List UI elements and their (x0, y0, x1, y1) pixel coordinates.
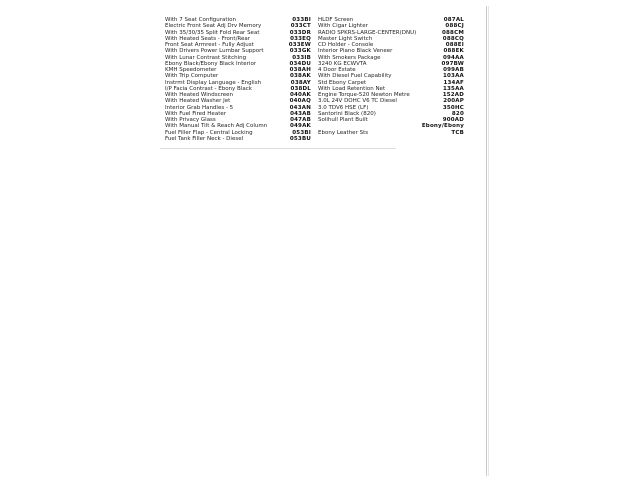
option-description: Front Seat Armrest - Fully Adjust (165, 42, 254, 48)
option-code: 350HC (442, 104, 464, 111)
option-code: 088EK (443, 48, 464, 55)
option-description: With Diesel Fuel Capability (318, 73, 392, 80)
option-code: TCB (451, 129, 464, 136)
option-code: 099AB (443, 67, 464, 73)
option-description: With Heated Windscreen (165, 92, 234, 98)
option-code: 200AP (443, 98, 464, 105)
option-code: 135AA (443, 85, 464, 92)
option-row (318, 130, 464, 136)
option-code: 088CQ (442, 35, 464, 42)
option-description: With 7 Seat Configuration (165, 17, 236, 23)
option-description: Interior Piano Black Veneer (318, 48, 393, 55)
option-description: 3.0 TDV6 HSE (LF) (318, 104, 369, 111)
option-description: With Heated Washer Jet (165, 98, 231, 105)
option-code: Ebony/Ebony (421, 123, 464, 130)
column-bottom-rule (160, 148, 396, 149)
option-code: 053BU (289, 135, 311, 142)
option-code: 033GK (289, 48, 311, 55)
option-description: Santorini Black (820) (318, 110, 376, 117)
option-code: 134AF (443, 79, 464, 86)
option-code: 088CJ (445, 23, 464, 30)
option-code: 820 (451, 110, 464, 117)
option-code: 034DU (289, 60, 311, 67)
option-code: 900AD (442, 117, 464, 123)
option-description: With Load Retention Net (318, 85, 386, 92)
option-description: With Smokers Package (318, 54, 381, 61)
option-description: With Heated Seats - Front/Rear (165, 35, 251, 42)
option-code: 094AA (443, 54, 464, 61)
option-description: With 35/30/35 Split Fold Rear Seat (165, 29, 260, 36)
option-description: Ebony Black/Ebony Black Interior (165, 60, 257, 67)
option-code: 038DL (290, 85, 311, 92)
option-description: With Fuel Fired Heater (165, 110, 226, 117)
option-code: 038AY (290, 79, 311, 86)
option-code: 152AD (442, 92, 464, 98)
option-code: 033EQ (290, 35, 311, 42)
option-row (165, 136, 311, 142)
option-code: 033EW (288, 42, 311, 48)
option-code: 033CT (290, 23, 311, 30)
option-description: Master Light Switch (318, 35, 373, 42)
option-description: Ebony Leather Sts (318, 129, 369, 136)
option-description: With Cigar Lighter (318, 23, 368, 30)
option-description: With Privacy Glass (165, 117, 216, 123)
option-description: Std Ebony Carpet (318, 79, 367, 86)
option-code: 038AK (290, 73, 311, 80)
option-code: 033DR (289, 29, 311, 36)
option-code: 088CM (442, 29, 464, 36)
option-description: With Lunar Contrast Stitching (165, 54, 247, 61)
option-code: 053BI (292, 129, 311, 136)
option-description: 3.0L 24V DOHC V6 TC Diesel (318, 98, 397, 105)
option-code: 088EI (445, 42, 464, 48)
option-description: I/P Facia Contrast - Ebony Black (165, 85, 252, 92)
option-description: CD Holder - Console (318, 42, 374, 48)
option-description: Fuel Filler Flap - Central Locking (165, 129, 253, 136)
option-description: KMH Speedometer (165, 67, 217, 73)
option-description: Interior Grab Handles - 5 (165, 104, 234, 111)
option-code: 043AB (290, 110, 311, 117)
option-description: Engine Torque-520 Newton Metre (318, 92, 410, 98)
option-description: 3240 KG ECWVTA (318, 60, 367, 67)
option-description: RADIO SPKRS-LARGE-CENTER(DNU) (318, 29, 417, 36)
option-code: 047AB (290, 117, 311, 123)
option-code: 033IB (292, 54, 311, 61)
option-description: Fuel Tank Filler Neck - Diesel (165, 135, 244, 142)
option-code: 038AH (289, 67, 311, 73)
option-description: Solihull Plant Built (318, 117, 368, 123)
option-description: With Manual Tilt & Reach Adj Column (165, 123, 268, 130)
option-description: With Trip Computer (165, 73, 219, 80)
option-code: 097BW (441, 60, 464, 67)
page-edge-shadow (486, 6, 487, 476)
option-code: 049AK (290, 123, 311, 130)
option-code: 033BI (292, 17, 311, 23)
left-options-column (165, 17, 311, 142)
option-description: HLDF Screen (318, 17, 354, 23)
right-options-column (318, 17, 464, 136)
option-description: With Drivers Power Lumbar Support (165, 48, 264, 55)
option-code: 040AQ (289, 98, 311, 105)
option-description: 4 Door Estate (318, 67, 356, 73)
option-code: 040AK (290, 92, 311, 98)
option-description: Instrmt Display Language - English (165, 79, 262, 86)
option-code: 103AA (443, 73, 464, 80)
option-description: Electric Front Seat Adj Drv Memory (165, 23, 262, 30)
page-edge-shadow-faint (488, 6, 489, 476)
option-code: 043AN (289, 104, 311, 111)
option-code: 087AL (443, 17, 464, 23)
